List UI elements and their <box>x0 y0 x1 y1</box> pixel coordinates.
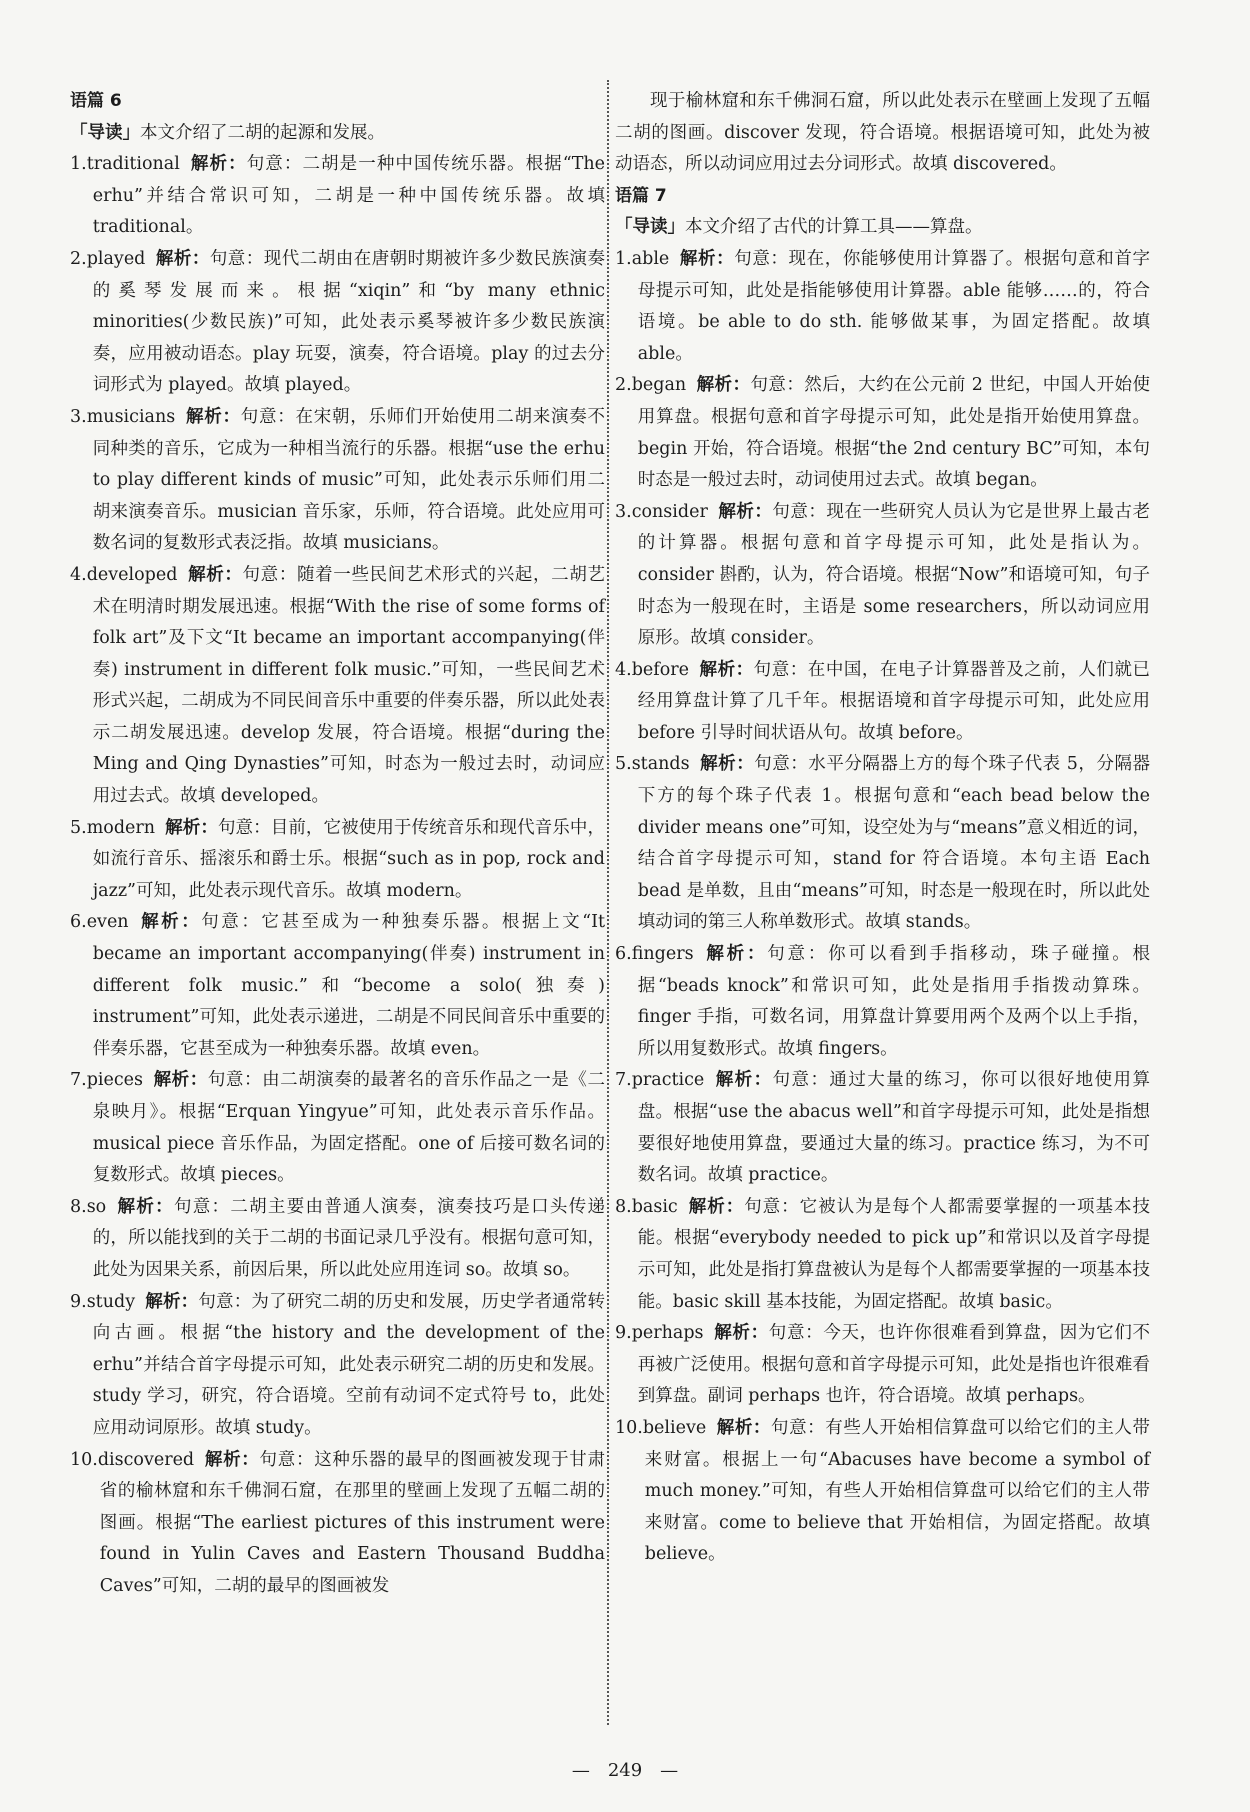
answer-item <box>615 1065 1150 1191</box>
item-explanation: 句意：目前，它被使用于传统音乐和现代音乐中，如流行音乐、摇滚乐和爵士乐。根据“such as in pop, rock and jazz”可知，此处表示现代音乐。故填 modern。 <box>92 817 606 901</box>
analysis-tag: 解析： <box>696 375 751 396</box>
analysis-tag: 解析： <box>185 406 241 427</box>
answer-list <box>70 149 605 1602</box>
item-explanation: 句意：它被认为是每个人都需要掌握的一项基本技能。根据“everybody needed to pick up”和常识以及首字母提示可知，此处是指打算盘被认为是每个人都需要掌握的一项基本技能。basic skill 基本技能，为固定搭配。故填 basic。 <box>637 1196 1151 1312</box>
item-answer: stands <box>631 754 690 775</box>
item-number: 1. <box>615 248 632 269</box>
answer-item <box>70 907 605 1065</box>
answer-item <box>615 1192 1150 1318</box>
answer-item <box>70 149 605 244</box>
answer-item <box>70 560 605 813</box>
analysis-tag: 解析： <box>187 564 243 585</box>
item-answer: believe <box>642 1417 707 1438</box>
item-number: 4. <box>615 659 632 680</box>
item-answer: pieces <box>86 1070 143 1091</box>
answer-item <box>615 497 1150 655</box>
item-number: 10. <box>615 1417 643 1438</box>
analysis-tag: 解析： <box>165 817 218 838</box>
item-answer: before <box>631 659 689 680</box>
item-number: 8. <box>615 1196 632 1217</box>
item-answer: played <box>86 248 146 269</box>
page-footer <box>0 1760 1250 1781</box>
item-answer: even <box>86 912 129 933</box>
analysis-tag: 解析： <box>717 501 773 522</box>
guide-tag: 「导读」 <box>615 217 685 238</box>
item-answer: began <box>631 375 687 396</box>
analysis-tag: 解析： <box>699 659 754 680</box>
column-divider <box>607 80 609 1725</box>
item-explanation: 句意：有些人开始相信算盘可以给它们的主人带来财富。根据上一句“Abacuses have become a symbol of much money.”可知，有些人开始相信算盘可以给它们的主人带来财富。come to believe that 开始相信，为固定搭配。故填 believe。 <box>644 1417 1151 1565</box>
answer-item <box>615 1318 1150 1413</box>
answer-item <box>70 1445 605 1603</box>
analysis-tag: 解析： <box>116 1196 174 1217</box>
item-explanation: 句意：它甚至成为一种独奏乐器。根据上文“It became an important accompanying(伴奏) instrument in different folk music.”和“become a solo(独奏) instrument”可知，此处表示递进，二胡是不同民间音乐中重要的伴奏乐器，它甚至成为一种独奏乐器。故填 even。 <box>92 912 606 1059</box>
page-number: 249 <box>607 1760 643 1781</box>
footer-dash: — <box>660 1760 679 1781</box>
item-explanation: 句意：水平分隔器上方的每个珠子代表 5，分隔器下方的每个珠子代表 1。根据句意和“each bead below the divider means one”可知，设空处为与“means”意义相近的词，结合首字母提示可知，stand for 符合语境。本句主语 Each bead 是单数，且由“means”可知，时态是一般现在时，所以此处填动词的第三人称单数形式。故填 stands。 <box>637 754 1150 933</box>
item-number: 2. <box>70 248 87 269</box>
item-number: 5. <box>70 817 87 838</box>
item-number: 3. <box>615 501 632 522</box>
item-answer: perhaps <box>631 1323 704 1344</box>
item-explanation: 句意：然后，大约在公元前 2 世纪，中国人开始使用算盘。根据句意和首字母提示可知，此处是指开始使用算盘。begin 开始，符合语境。根据“the 2nd century BC”可知，本句时态是一般过去时，动词使用过去式。故填 began。 <box>637 375 1150 491</box>
passage-title: 语篇 7 <box>615 185 667 206</box>
analysis-tag: 解析： <box>699 754 755 775</box>
analysis-tag: 解析： <box>189 154 247 175</box>
item-explanation: 句意：现代二胡由在唐朝时期被许多少数民族演奏的奚琴发展而来。根据“xiqin”和“by many ethnic minorities(少数民族)”可知，此处表示奚琴被许多少数民族演奏，应用被动语态。play 玩耍，演奏，符合语境。play 的过去分词形式为 played。故填 played。 <box>92 248 605 396</box>
answer-item <box>615 370 1150 496</box>
answer-item <box>70 1192 605 1287</box>
item-explanation: 句意：在宋朝，乐师们开始使用二胡来演奏不同种类的音乐，它成为一种相当流行的乐器。根据“use the erhu to play different kinds of music”可知，此处表示乐师们用二胡来演奏音乐。musician 音乐家，乐师，符合语境。此处应用可数名词的复数形式表泛指。故填 musicians。 <box>92 406 606 554</box>
analysis-tag: 解析： <box>687 1196 745 1217</box>
answer-item <box>615 1413 1150 1571</box>
analysis-tag: 解析： <box>138 912 202 933</box>
item-explanation: 句意：二胡主要由普通人演奏，演奏技巧是口头传递的，所以能找到的关于二胡的书面记录几乎没有。根据句意可知，此处为因果关系，前因后果，所以此处应用连词 so。故填 so。 <box>92 1196 606 1280</box>
item-explanation: 句意：由二胡演奏的最著名的音乐作品之一是《二泉映月》。根据“Erquan Yingyue”可知，此处表示音乐作品。musical piece 音乐作品，为固定搭配。one of 后接可数名词的复数形式。故填 pieces。 <box>92 1070 606 1186</box>
answer-item <box>70 1287 605 1445</box>
answer-item <box>615 244 1150 370</box>
answer-item <box>70 813 605 908</box>
item-answer: developed <box>86 564 178 585</box>
passage-title: 语篇 6 <box>70 91 122 111</box>
item-answer: consider <box>631 501 708 522</box>
guide-paragraph <box>615 212 1150 244</box>
footer-dash: — <box>571 1760 590 1781</box>
item-explanation: 句意：在中国，在电子计算器普及之前，人们就已经用算盘计算了几千年。根据语境和首字母提示可知，此处应用 before 引导时间状语从句。故填 before。 <box>637 659 1151 743</box>
item-explanation: 句意：通过大量的练习，你可以很好地使用算盘。根据“use the abacus well”和首字母提示可知，此处是指想要很好地使用算盘，要通过大量的练习。practice 练习，为不可数名词。故填 practice。 <box>637 1070 1151 1186</box>
item-answer: traditional <box>86 154 180 175</box>
analysis-tag: 解析： <box>145 1291 199 1312</box>
answer-item <box>70 1065 605 1191</box>
item-number: 9. <box>70 1291 87 1312</box>
item-number: 7. <box>70 1070 87 1091</box>
analysis-tag: 解析： <box>714 1070 773 1091</box>
analysis-tag: 解析： <box>703 944 768 965</box>
analysis-tag: 解析： <box>155 248 210 269</box>
guide-text: 本文介绍了古代的计算工具——算盘。 <box>685 217 983 238</box>
item-number: 1. <box>70 154 87 175</box>
guide-tag: 「导读」 <box>70 122 140 143</box>
item-explanation: 句意：随着一些民间艺术形式的兴起，二胡艺术在明清时期发展迅速。根据“With the rise of some forms of folk art”及下文“It became an important accompanying(伴奏) instrument in different folk music.”可知，一些民间艺术形式兴起，二胡成为不同民间音乐中重要的伴奏乐器，所以此处表示二胡发展迅速。develop 发展，符合语境。根据“during the Ming and Qing Dynasties”可知，时态为一般过去时，动词应用过去式。故填 developed。 <box>92 564 605 807</box>
analysis-tag: 解析： <box>716 1417 772 1438</box>
answer-list <box>615 244 1150 1571</box>
item-explanation: 句意：二胡是一种中国传统乐器。根据“The erhu”并结合常识可知，二胡是一种中国传统乐器。故填 traditional。 <box>92 154 606 238</box>
item-number: 5. <box>615 754 632 775</box>
item-explanation: 句意：现在，你能够使用计算器了。根据句意和首字母提示可知，此处是指能够使用计算器。able 能够……的，符合语境。be able to do sth. 能够做某事，为固定搭配。故填 able。 <box>637 248 1151 364</box>
item-number: 8. <box>70 1196 87 1217</box>
item-explanation: 句意：今天，也许你很难看到算盘，因为它们不再被广泛使用。根据句意和首字母提示可知，此处是指也许很难看到算盘。副词 perhaps 也许，符合语境。故填 perhaps。 <box>637 1323 1151 1407</box>
item-number: 3. <box>70 406 87 427</box>
item-explanation: 句意：为了研究二胡的历史和发展，历史学者通常转向古画。根据“the history and the development of the erhu”并结合首字母提示可知，此处表示研究二胡的历史和发展。study 学习，研究，符合语境。空前有动词不定式符号 to，此处应用动词原形。故填 study。 <box>92 1291 606 1438</box>
answer-item <box>615 939 1150 1065</box>
item-explanation: 句意：这种乐器的最早的图画被发现于甘肃省的榆林窟和东千佛洞石窟，在那里的壁画上发现了五幅二胡的图画。根据“The earliest pictures of this instrument were found in Yulin Caves and Eastern Thousand Buddha Caves”可知，二胡的最早的图画被发 <box>99 1449 606 1596</box>
item-number: 9. <box>615 1323 632 1344</box>
item-answer: able <box>631 248 670 269</box>
analysis-tag: 解析： <box>679 248 735 269</box>
item-answer: study <box>86 1291 136 1312</box>
answer-item <box>70 402 605 560</box>
item-answer: practice <box>631 1070 705 1091</box>
analysis-tag: 解析： <box>204 1449 260 1470</box>
analysis-tag: 解析： <box>153 1070 208 1091</box>
continuation-text: 现于榆林窟和东千佛洞石窟，所以此处表示在壁画上发现了五幅二胡的图画。discover 发现，符合语境。根据语境可知，此处为被动语态，所以动词应用过去分词形式。故填 discovered。 <box>615 91 1150 175</box>
answer-item <box>615 655 1150 750</box>
item-number: 7. <box>615 1070 632 1091</box>
item-number: 6. <box>70 912 87 933</box>
guide-paragraph <box>70 118 605 150</box>
item-number: 4. <box>70 564 87 585</box>
guide-text: 本文介绍了二胡的起源和发展。 <box>140 122 385 143</box>
item-number: 6. <box>615 944 632 965</box>
right-column <box>615 86 1150 1571</box>
item-number: 10. <box>70 1449 98 1470</box>
item-answer: musicians <box>86 406 176 427</box>
answer-item <box>615 749 1150 939</box>
left-column <box>70 86 605 1603</box>
item-explanation: 句意：你可以看到手指移动，珠子碰撞。根据“beads knock”和常识可知，此处是指用手指拨动算珠。finger 手指，可数名词，用算盘计算要用两个及两个以上手指，所以用复数形式。故填 fingers。 <box>637 944 1150 1059</box>
item-answer: discovered <box>97 1449 195 1470</box>
answer-item <box>70 244 605 402</box>
item-answer: fingers <box>631 944 694 965</box>
analysis-tag: 解析： <box>713 1323 769 1344</box>
item-answer: basic <box>631 1196 678 1217</box>
item-number: 2. <box>615 375 632 396</box>
item-explanation: 句意：现在一些研究人员认为它是世界上最古老的计算器。根据句意和首字母提示可知，此处是指认为。consider 斟酌，认为，符合语境。根据“Now”和语境可知，句子时态为一般现在时，主语是 some researchers，所以动词应用原形。故填 consider。 <box>637 501 1151 649</box>
item-answer: so <box>86 1196 107 1217</box>
item-answer: modern <box>86 817 156 838</box>
